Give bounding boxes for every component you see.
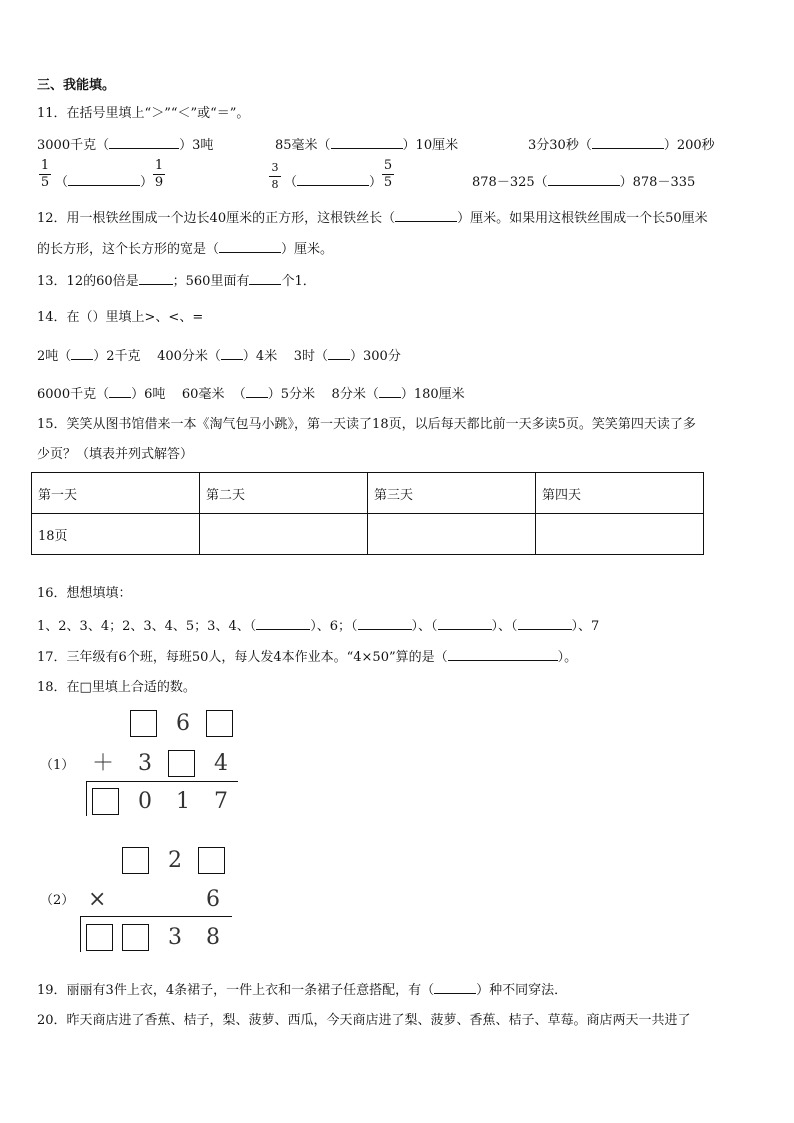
digit: 0 <box>138 789 152 814</box>
answer-blank[interactable] <box>328 347 350 360</box>
q12-line1: 12．用一根铁丝围成一个边长40厘米的正方形，这根铁丝长（ ）厘米。如果用这根铁丝围成一个长50厘米 <box>37 211 708 226</box>
digit: 3 <box>138 751 152 776</box>
product-rule <box>80 916 232 917</box>
digit: 3 <box>168 925 182 950</box>
answer-blank[interactable] <box>109 385 131 398</box>
answer-blank[interactable] <box>256 617 310 630</box>
answer-blank[interactable] <box>219 240 281 253</box>
puzzle-2-label: （2） <box>40 893 75 908</box>
answer-blank[interactable] <box>297 173 369 186</box>
table-row <box>32 514 704 555</box>
answer-blank[interactable] <box>68 173 140 186</box>
answer-blank[interactable] <box>71 347 93 360</box>
table-cell: 18页 <box>32 514 200 555</box>
puzzle-1-label: （1） <box>40 758 75 773</box>
digit: 1 <box>176 789 190 814</box>
q11-frac-compare-2: （ ） <box>284 175 383 190</box>
table-header: 第三天 <box>368 473 536 514</box>
q11-frac-compare-1: （ ） <box>55 175 154 190</box>
answer-blank[interactable] <box>518 617 572 630</box>
digit: 7 <box>214 789 228 814</box>
reading-table <box>31 472 704 555</box>
digit: 4 <box>214 751 228 776</box>
answer-blank[interactable] <box>331 136 403 149</box>
table-cell-input[interactable] <box>536 514 704 555</box>
fraction-5-5: 5 5 <box>383 158 393 190</box>
q18-prompt: 18．在□里填上合适的数。 <box>37 680 196 695</box>
answer-blank[interactable] <box>395 209 457 222</box>
q11-row1-item2: 85毫米（ ）10厘米 <box>275 138 459 153</box>
q14-row1: 2吨（ ）2千克 400分米（ ）4米 3时（ ）300分 <box>37 349 401 364</box>
digit: 6 <box>206 887 220 912</box>
bracket-line <box>86 781 87 816</box>
fraction-1-9: 1 9 <box>154 158 164 190</box>
q17: 17．三年级有6个班，每班50人，每人发4本作业本。“4×50”算的是（ ）。 <box>37 650 578 665</box>
section-title: 三、我能填。 <box>37 78 116 93</box>
answer-blank[interactable] <box>358 617 412 630</box>
fraction-1-5: 1 5 <box>40 158 50 190</box>
answer-blank[interactable] <box>434 981 476 994</box>
table-cell-input[interactable] <box>200 514 368 555</box>
digit: 6 <box>176 711 190 736</box>
digit-box[interactable] <box>86 924 113 951</box>
table-header: 第四天 <box>536 473 704 514</box>
q15-line1: 15．笑笑从图书馆借来一本《淘气包马小跳》，第一天读了18页，以后每天都比前一天多读5页。笑笑第四天读了多 <box>37 417 696 432</box>
q16-sequence: 1、2、3、4；2、3、4、5；3、4、（ ）、6；（ ）、（ ）、（ ）、7 <box>37 619 600 634</box>
answer-blank[interactable] <box>448 648 558 661</box>
answer-blank[interactable] <box>221 347 243 360</box>
digit: 8 <box>206 925 220 950</box>
plus-operator: ＋ <box>92 751 115 776</box>
q13: 13．12的60倍是 ；560里面有 个1． <box>37 274 316 289</box>
digit-box[interactable] <box>130 710 157 737</box>
sum-rule <box>86 781 238 782</box>
digit-box[interactable] <box>92 788 119 815</box>
q16-prompt: 16．想想填填： <box>37 586 132 601</box>
table-header: 第一天 <box>32 473 200 514</box>
digit-box[interactable] <box>198 847 225 874</box>
answer-blank[interactable] <box>379 385 401 398</box>
q14-row2: 6000千克（ ）6吨 60毫米 （ ）5分米 8分米（ ）180厘米 <box>37 387 465 402</box>
table-cell-input[interactable] <box>368 514 536 555</box>
answer-blank[interactable] <box>592 136 664 149</box>
q12-line2: 的长方形，这个长方形的宽是（ ）厘米。 <box>37 242 334 257</box>
digit-box[interactable] <box>206 710 233 737</box>
fraction-3-8: 3 8 <box>268 160 282 193</box>
q11-row1-item1: 3000千克（ ）3吨 <box>37 138 214 153</box>
table-header: 第二天 <box>200 473 368 514</box>
bracket-line <box>80 916 81 952</box>
digit-box[interactable] <box>168 750 195 777</box>
answer-blank[interactable] <box>139 272 173 285</box>
answer-blank[interactable] <box>246 385 268 398</box>
q14-prompt: 14．在（）里填上>、<、= <box>37 310 204 325</box>
q11-expr-compare: 878－325（ ）878－335 <box>472 175 696 190</box>
q11-row1-item3: 3分30秒（ ）200秒 <box>528 138 715 153</box>
answer-blank[interactable] <box>249 272 281 285</box>
answer-blank[interactable] <box>548 173 620 186</box>
q15-line2: 少页？（填表并列式解答） <box>37 447 194 462</box>
digit: 2 <box>168 848 182 873</box>
times-operator: × <box>88 887 107 912</box>
answer-blank[interactable] <box>438 617 492 630</box>
digit-box[interactable] <box>122 847 149 874</box>
q20-line1: 20．昨天商店进了香蕉、桔子，梨、菠萝、西瓜，今天商店进了梨、菠萝、香蕉、桔子、草莓。商店两天一共进了 <box>37 1013 691 1028</box>
table-header-row <box>32 473 704 514</box>
answer-blank[interactable] <box>109 136 179 149</box>
digit-box[interactable] <box>122 924 149 951</box>
q11-prompt: 11．在括号里填上“＞”“＜”或“＝”。 <box>37 106 250 121</box>
q19: 19．丽丽有3件上衣，4条裙子，一件上衣和一条裙子任意搭配，有（ ）种不同穿法． <box>37 983 568 998</box>
